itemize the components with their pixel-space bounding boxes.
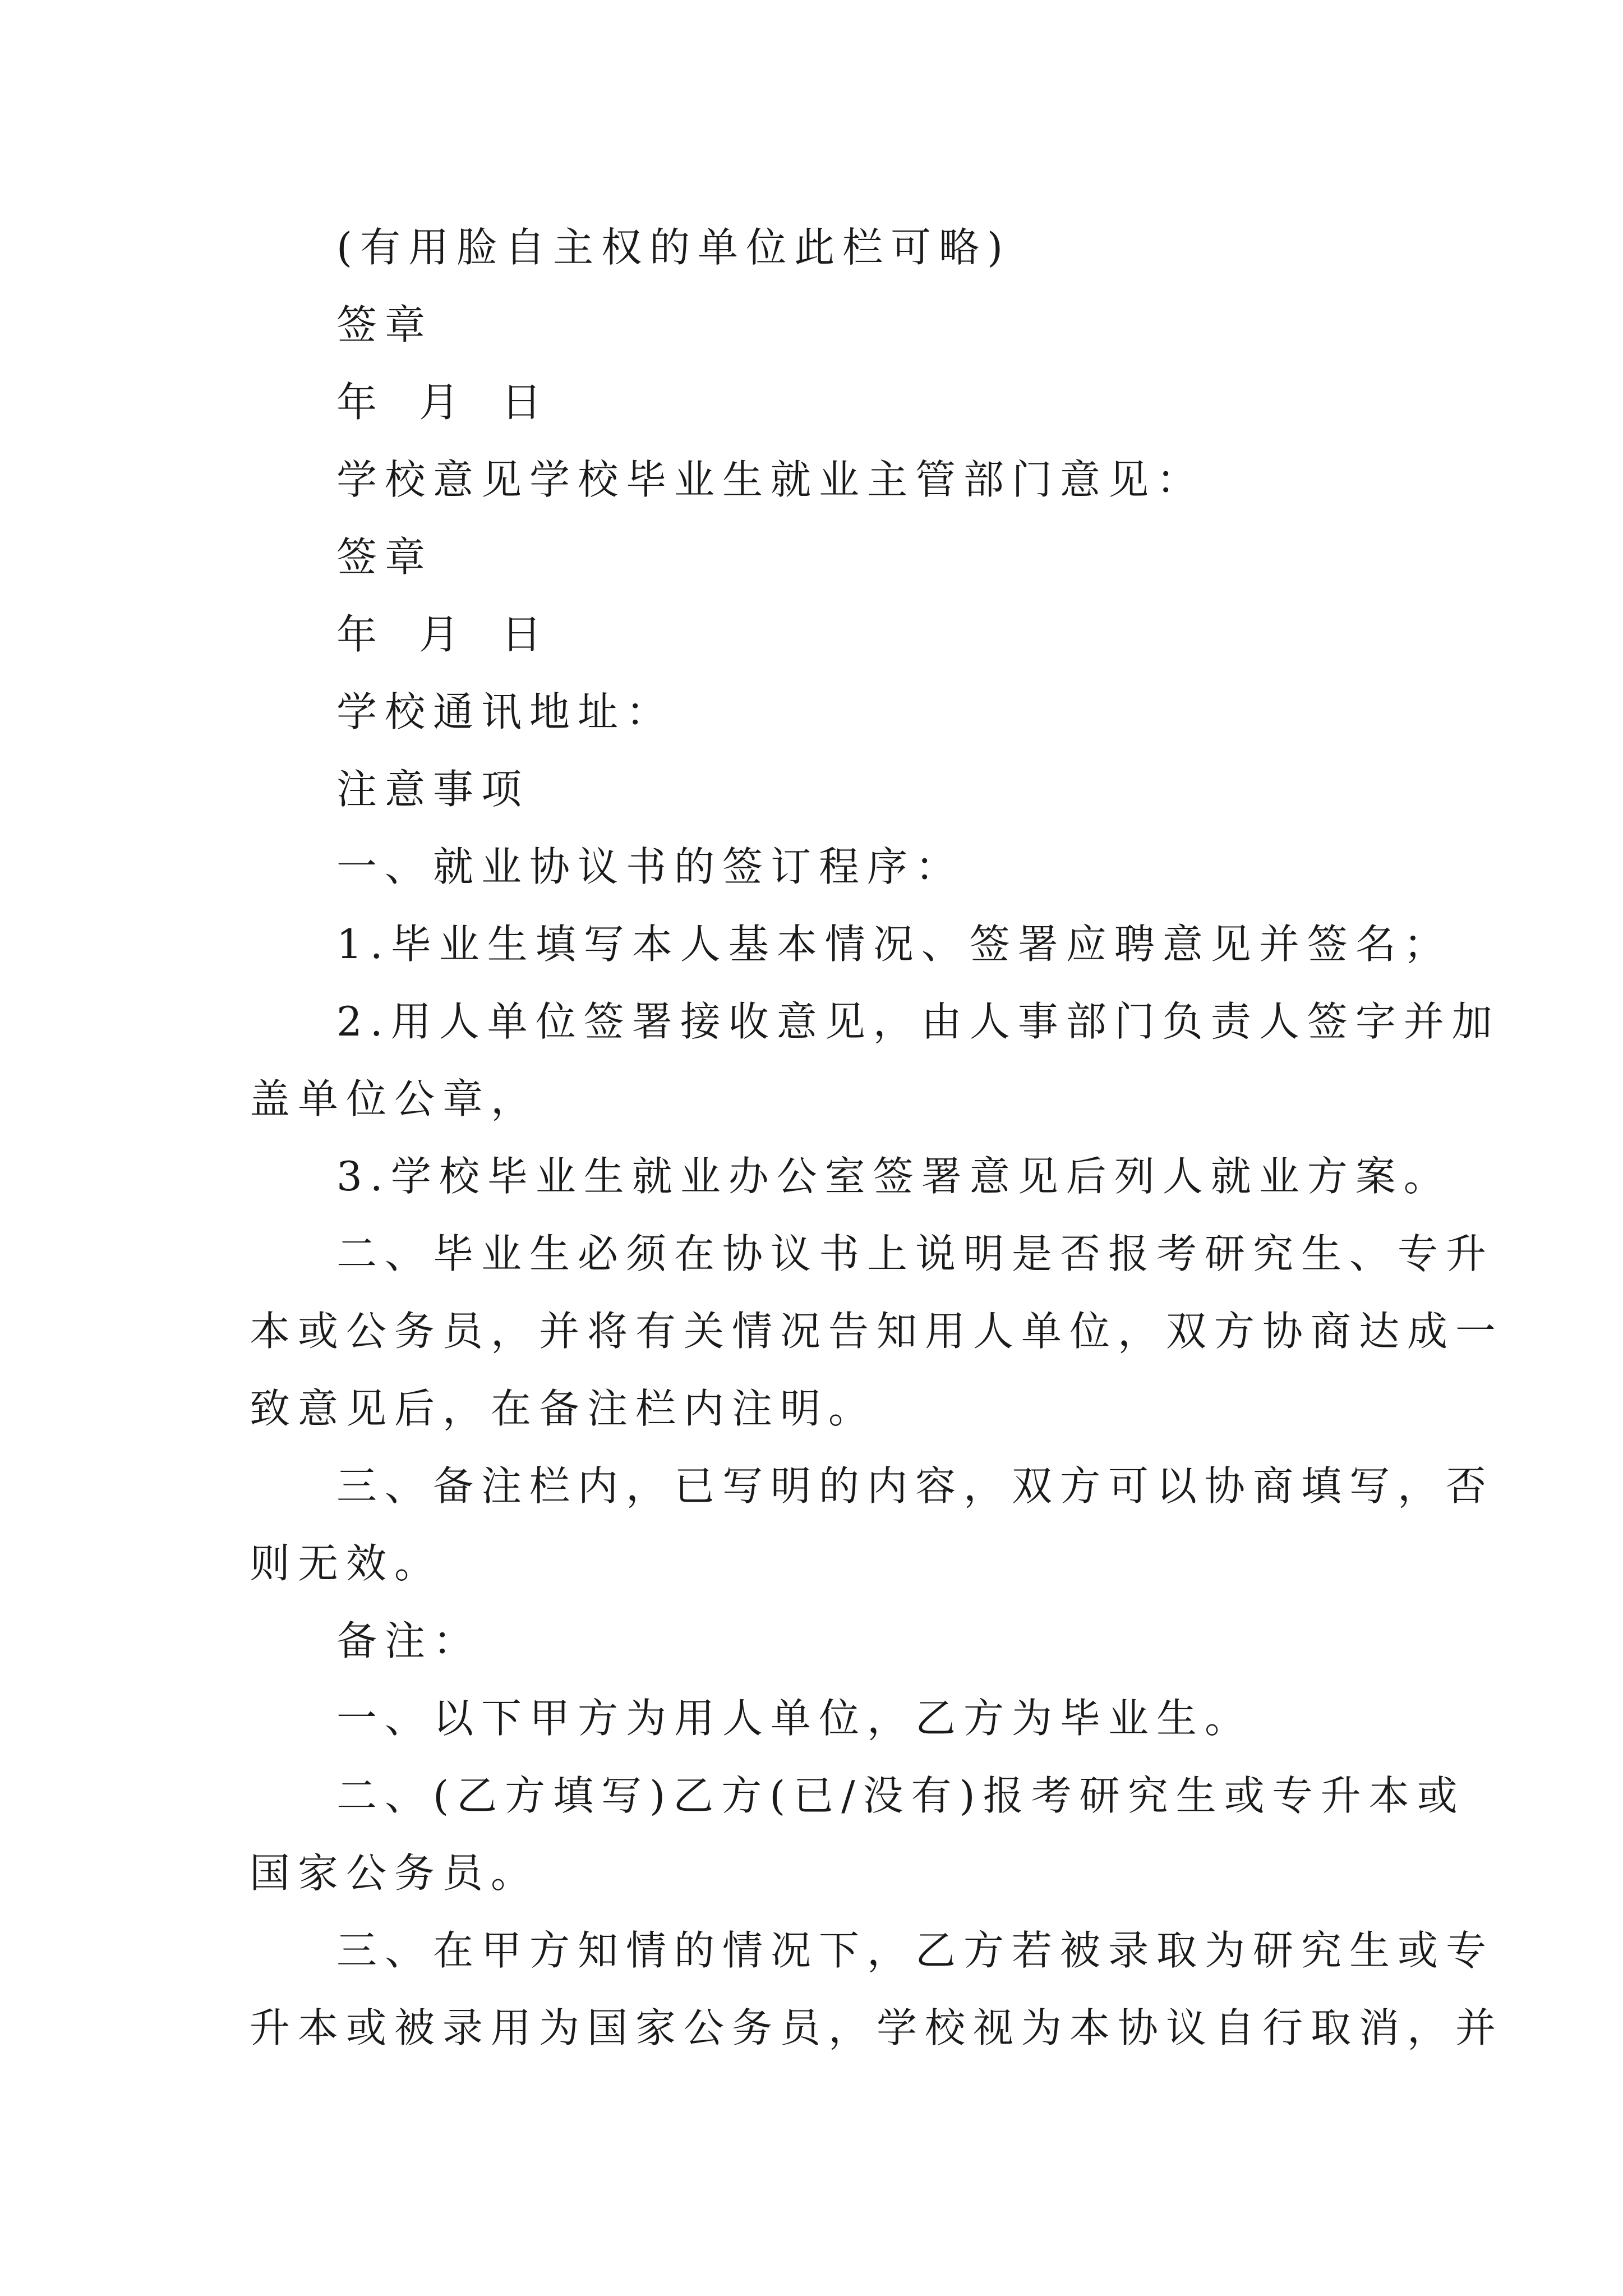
date-placeholder: 年 月 日 xyxy=(336,611,550,658)
paragraph-line: 2.用人单位签署接收意见，由人事部门负责人签字并加 xyxy=(336,998,1500,1045)
notes-heading: 注意事项 xyxy=(336,766,530,813)
paragraph-line: 国家公务员。 xyxy=(250,1849,540,1897)
document-body xyxy=(250,209,1504,2067)
paragraph-line: 二、毕业生必须在协议书上说明是否报考研究生、专升 xyxy=(336,1230,1495,1277)
school-opinion-label: 学校意见学校毕业生就业主管部门意见： xyxy=(336,456,1205,503)
remarks-heading: 备注： xyxy=(336,1617,482,1664)
paragraph-line: 三、在甲方知情的情况下，乙方若被录取为研究生或专 xyxy=(336,1927,1495,1974)
paragraph-line: 二、(乙方填写)乙方(已/没有)报考研究生或专升本或 xyxy=(336,1772,1465,1819)
paragraph-line: 盖单位公章， xyxy=(250,1075,540,1122)
paragraph-line: 升本或被录用为国家公务员，学校视为本协议自行取消，并 xyxy=(250,2004,1504,2051)
paragraph-line: 3.学校毕业生就业办公室签署意见后列人就业方案。 xyxy=(336,1153,1452,1200)
note-unit-optional: (有用脸自主权的单位此栏可略) xyxy=(336,224,1011,271)
paragraph-line: 一、以下甲方为用人单位，乙方为毕业生。 xyxy=(336,1695,1253,1742)
date-placeholder: 年 月 日 xyxy=(336,379,550,426)
signature-label: 签章 xyxy=(336,301,434,348)
paragraph-line: 致意见后，在备注栏内注明。 xyxy=(250,1385,877,1432)
section-heading: 一、就业协议书的签订程序： xyxy=(336,843,964,890)
paragraph-line: 则无效。 xyxy=(250,1540,443,1587)
paragraph-line: 1.毕业生填写本人基本情况、签署应聘意见并签名； xyxy=(336,921,1452,968)
school-address-label: 学校通讯地址： xyxy=(336,688,675,735)
paragraph-line: 三、备注栏内，已写明的内容，双方可以协商填写，否 xyxy=(336,1462,1495,1510)
paragraph-line: 本或公务员，并将有关情况告知用人单位，双方协商达成一 xyxy=(250,1308,1504,1355)
signature-label: 签章 xyxy=(336,533,434,581)
